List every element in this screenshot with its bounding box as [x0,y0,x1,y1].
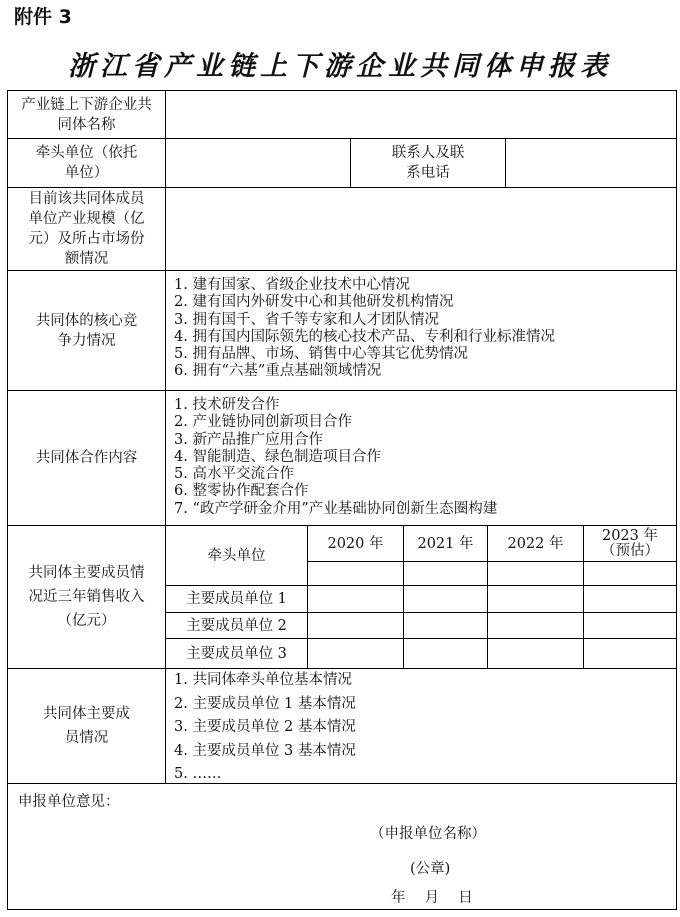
contact-field[interactable] [505,138,677,188]
sales-cell[interactable] [403,612,488,639]
sales-cell[interactable] [307,585,404,613]
list-item: 5. …… [174,766,222,782]
list-item: 5. 拥有品牌、市场、销售中心等其它优势情况 [174,346,468,363]
list-item: 4. 智能制造、绿色制造项目合作 [174,448,381,465]
sales-cell[interactable] [307,612,404,639]
member-row-label: 主要成员单位 3 [165,638,308,669]
list-item: 1. 技术研发合作 [174,397,280,413]
list-item: 7. “政产学研金介用”产业基础协同创新生态圈构建 [174,500,498,517]
list-item: 6. 整零协作配套合作 [174,483,309,500]
list-item: 1. 共同体牵头单位基本情况 [174,672,352,688]
name-field[interactable] [165,90,677,139]
sales-cell[interactable] [487,612,584,639]
list-item: 3. 新产品推广应用合作 [174,431,323,448]
sales-label: 共同体主要成员情况近三年销售收入（亿元） [7,525,166,669]
opinion-section[interactable] [7,783,677,910]
list-item: 4. 拥有国内国际领先的核心技术产品、专利和行业标准情况 [174,328,555,345]
coop-list[interactable] [165,390,677,526]
year-header: 2020 年 [307,525,404,562]
sales-cell[interactable] [307,561,404,586]
sales-cell[interactable] [583,638,677,669]
list-item: 6. 拥有“六基”重点基础领域情况 [174,363,382,380]
year-header: 2021 年 [403,525,488,562]
core-list[interactable] [165,270,677,391]
coop-label: 共同体合作内容 [7,390,166,526]
attachment-label: 附件 3 [14,6,72,28]
sales-lead-label: 牵头单位 [165,525,308,586]
lead-field[interactable] [165,138,351,188]
list-item: 5. 高水平交流合作 [174,466,294,483]
sales-cell[interactable] [487,638,584,669]
seal-placeholder: (公章) [410,861,451,877]
sales-cell[interactable] [583,612,677,639]
sales-cell[interactable] [487,585,584,613]
member-row-label: 主要成员单位 2 [165,612,308,639]
list-item: 2. 主要成员单位 1 基本情况 [174,695,356,712]
sales-cell[interactable] [583,561,677,586]
scale-field[interactable] [165,187,677,271]
date-placeholder: 年 月 日 [391,890,473,906]
name-label: 产业链上下游企业共同体名称 [7,90,166,139]
member-row-label: 主要成员单位 1 [165,585,308,613]
year-header: 2023 年（预估） [583,525,677,562]
list-item: 3. 主要成员单位 2 基本情况 [174,719,356,735]
sales-cell[interactable] [307,638,404,669]
sales-cell[interactable] [583,585,677,613]
contact-label: 联系人及联系电话 [350,138,506,188]
list-item: 3. 拥有国千、省千等专家和人才团队情况 [174,311,439,328]
members-label: 共同体主要成员情况 [7,668,166,784]
list-item: 2. 产业链协同创新项目合作 [174,414,352,431]
applicant-name-placeholder: （申报单位名称） [370,826,486,842]
scale-label: 目前该共同体成员单位产业规模（亿元）及所占市场份额情况 [7,187,166,271]
list-item: 2. 建有国内外研发中心和其他研发机构情况 [174,294,454,311]
core-label: 共同体的核心竞争力情况 [7,270,166,391]
year-header: 2022 年 [487,525,584,562]
list-item: 1. 建有国家、省级企业技术中心情况 [174,277,410,293]
members-list[interactable] [165,668,677,784]
form-title: 浙江省产业链上下游企业共同体申报表 [68,51,612,82]
sales-cell[interactable] [487,561,584,586]
sales-cell[interactable] [403,561,488,586]
lead-label: 牵头单位（依托单位） [7,138,166,188]
opinion-label: 申报单位意见： [18,794,120,810]
list-item: 4. 主要成员单位 3 基本情况 [174,742,356,759]
sales-cell[interactable] [403,585,488,613]
sales-cell[interactable] [403,638,488,669]
